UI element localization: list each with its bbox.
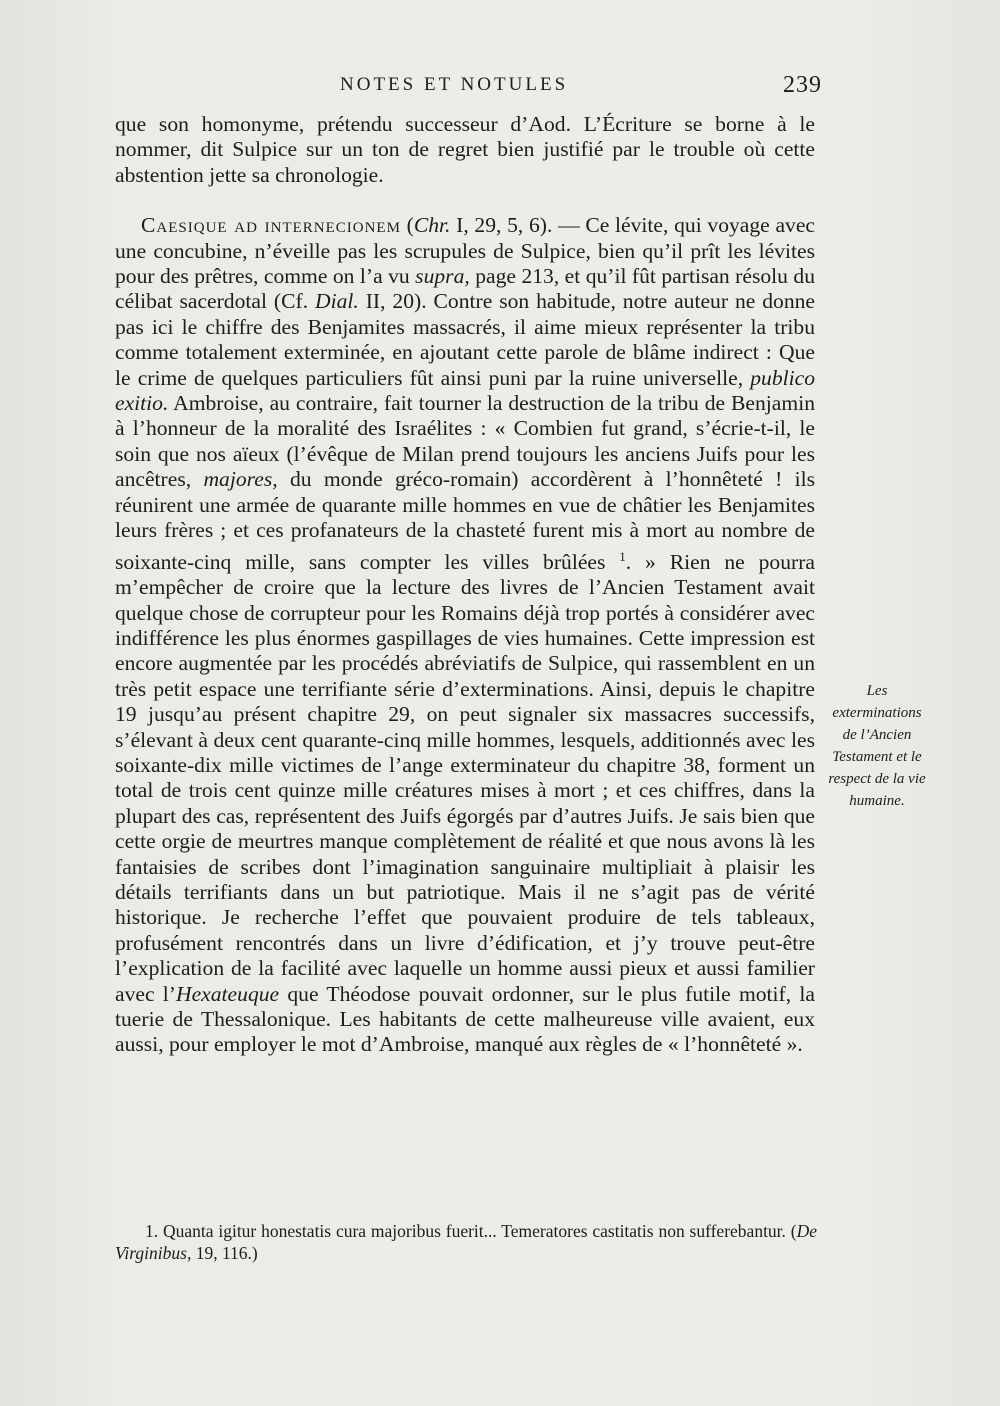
section-lemma: Caesique ad internecionem [141,213,401,238]
italic-supra: supra, [415,264,470,289]
italic-hexateuque: Hexateuque [176,981,280,1006]
footnote-number: 1. [145,1221,159,1241]
italic-publico-exitio: publico exitio. [115,365,815,416]
margin-note-line: humaine. [849,793,905,809]
running-head [110,74,822,104]
paragraph-continuation: que son homonyme, prétendu successeur d’Aod. L’Écriture se borne à le nommer, dit Sulpice sur un ton de regret bien justifié par le trouble où cette abstention jette sa chronologie. [115,112,815,187]
margin-note [818,680,936,812]
margin-note-line: exterminations [832,705,922,721]
footnote-reference[interactable]: 1 [619,548,626,564]
running-title: NOTES ET NOTULES [340,74,569,95]
margin-note-line: de l’Ancien [842,727,912,743]
work-citation: Chr. [413,213,451,238]
paragraph-caesique: Caesique ad internecionem (Chr. I, 29, 5, 6). — Ce lévite, qui voyage avec une concubine, n’éveille pas les scrupules de Sulpice, bien qu’il prît les lévites pour des prêtres, comme on l’a vu supra, page 213, et qu’il fût partisan résolu du célibat sacerdotal (Cf. Dial. II, 20). Contre son habitude, notre auteur ne donne pas ici le chiffre des Benjamites massacrés, il aime mieux représenter la tribu comme totalement exterminée, en ajoutant cette parole de blâme indirect : Que le crime de quelques particuliers fût ainsi puni par la ruine universelle, publico exitio. Ambroise, au contraire, fait tourner la destruction de la tribu de Benjamin à l’honneur de la moralité des Israélites : « Combien fut grand, s’écrie-t-il, le soin que nos aïeux (l’évêque de Milan prend toujours les anciens Juifs pour les ancêtres, majores, du monde gréco-romain) accordèrent à l’honnêteté ! ils réunirent une armée de quarante mille hommes en vue de châtier les Benjamites leurs frères ; et ces profanateurs de la chasteté furent mis à mort au nombre de soixante-cinq mille, sans compter les villes brûlées $^1$. » Rien ne pourra m’empêcher de croire que la lecture des livres de l’Ancien Testament avait quelque chose de corrupteur pour les Romains déjà trop portés à considérer avec indifférence les plus énormes gaspillages de vies humaines. Cette impression est encore augmentée par les procédés abréviatifs de Sulpice, qui rassemblent en un très petit espace une terrifiante série d’exterminations. Ainsi, depuis le chapitre 19 jusqu’au présent chapitre 29, on peut signaler six massacres successifs, s’élevant à deux cent quarante-cinq mille hommes, lesquels, additionnés avec les soixante-dix mille victimes de l’ange exterminateur du chapitre 38, forment un total de trois cent quinze mille créatures mises à mort ; et ces chiffres, dans la plupart des cas, représentent des Juifs égorgés par d’autres Juifs. Je sais bien que cette orgie de meurtres manque complètement de réalité et que nous avons là les fantaisies de scribes dont l’imagination sanguinaire multipliait à plaisir les détails terrifiants dans un but patriotique. Mais il ne s’agit pas de vérité historique. Je recherche l’effet que pouvaient produire de tels tableaux, profusément rencontrés dans un livre d’édification, et j’y trouve peut-être l’explication de la facilité avec laquelle un homme aussi pieux et aussi familier avec l’Hexateuque que Théodose pouvait ordonner, sur le plus futile motif, la tuerie de Thessalonique. Les habitants de cette malheureuse ville avaient, eux aussi, pour employer le mot d’Ambroise, manqué aux règles de « l’honnêteté ». [115,213,816,1057]
page-number: 239 [783,72,822,98]
footnote: 1. Quanta igitur honestatis cura majoribus fuerit... Temeratores castitatis non sufferebantur. (De Virginibus, 19, 116.) [115,1221,817,1263]
body-text [115,112,815,1058]
margin-note-line: Les [866,683,888,699]
margin-note-line: Testament et le [832,749,922,765]
footnote-work: De Virginibus, [115,1221,817,1263]
italic-majores: majores, [203,467,278,492]
margin-note-line: respect de la vie [828,771,926,787]
italic-dial: Dial. [315,289,359,314]
